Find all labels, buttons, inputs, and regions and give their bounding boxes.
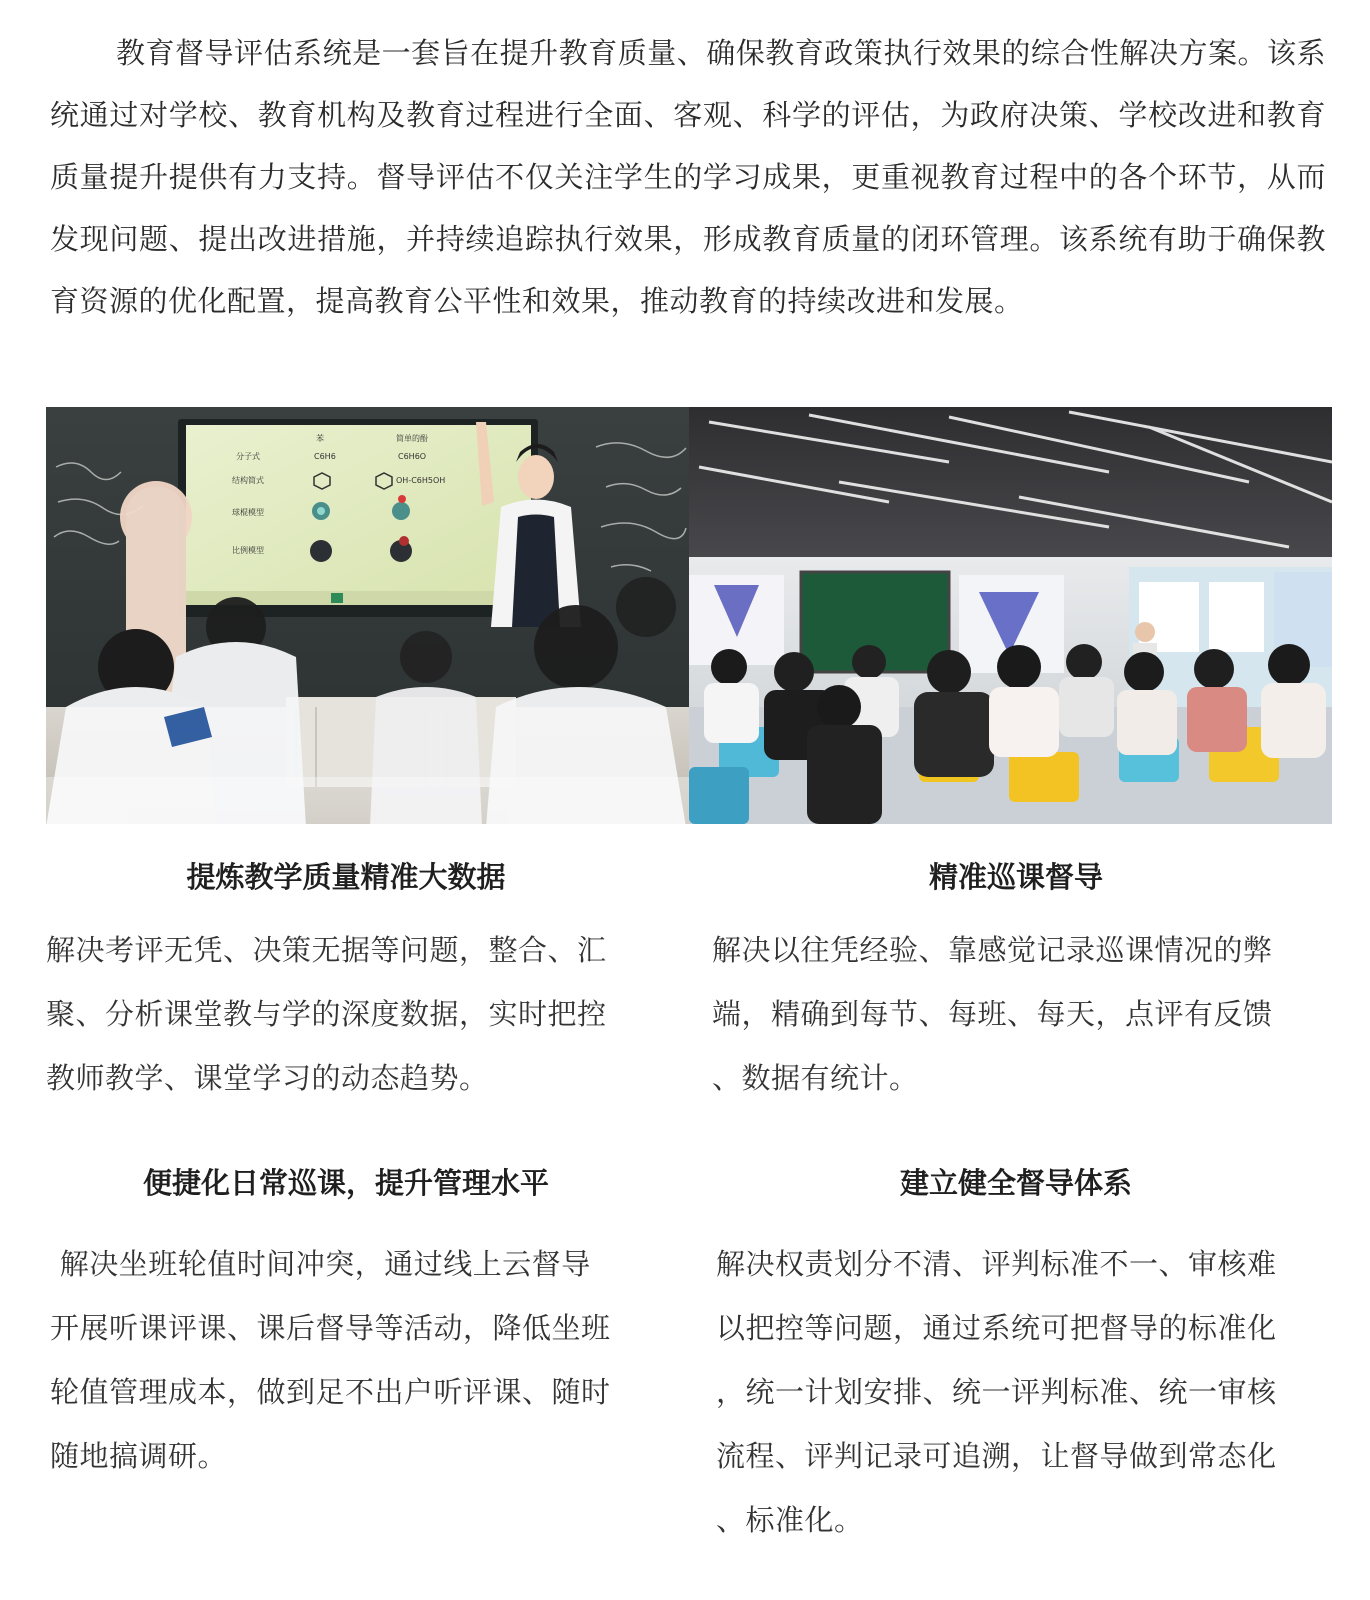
board-row-b-2: OH-C6H5OH xyxy=(396,476,446,485)
intro-text: 教育督导评估系统是一套旨在提升教育质量、确保教育政策执行效果的综合性解决方案。该系统通过对学校、教育机构及教育过程进行全面、客观、科学的评估，为政府决策、学校改进和教育质量提升提供有力支持。督导评估不仅关注学生的学习成果，更重视教育过程中的各个环节，从而发现问题、提出改进措施，并持续追踪执行效果，形成教育质量的闭环管理。该系统有助于确保教育资源的优化配置，提高教育公平性和效果，推动教育的持续改进和发展。 xyxy=(50,36,1326,318)
board-row-label-4: 比例模型 xyxy=(232,546,264,555)
feature-line: 教师教学、课堂学习的动态趋势。 xyxy=(46,1061,489,1095)
board-header-left: 苯 xyxy=(316,434,324,443)
feature-line: ，统一计划安排、统一评判标准、统一审核 xyxy=(716,1375,1277,1409)
classroom-photo-lecture xyxy=(689,407,1332,824)
feature-title-system: 建立健全督导体系 xyxy=(899,1166,1132,1200)
feature-line: 解决以往凭经验、靠感觉记录巡课情况的弊 xyxy=(712,933,1273,967)
feature-line: 解决坐班轮值时间冲突，通过线上云督导 xyxy=(50,1247,591,1281)
photo-strip xyxy=(46,407,1332,824)
board-row-label-3: 球棍模型 xyxy=(232,508,264,517)
feature-line: 随地搞调研。 xyxy=(50,1439,228,1473)
feature-body-daily-patrol xyxy=(50,1232,670,1488)
feature-title-patrol: 精准巡课督导 xyxy=(928,860,1103,894)
board-header-right: 简单的酚 xyxy=(396,434,428,443)
feature-line: 流程、评判记录可追溯，让督导做到常态化 xyxy=(716,1439,1277,1473)
feature-body-patrol xyxy=(712,918,1332,1110)
intro-paragraph xyxy=(50,22,1326,332)
feature-line: 、标准化。 xyxy=(716,1503,864,1537)
feature-line: 轮值管理成本，做到足不出户听评课、随时 xyxy=(50,1375,611,1409)
feature-body-system xyxy=(716,1232,1336,1552)
board-row-b-1: C6H6O xyxy=(398,452,427,461)
feature-line: 、数据有统计。 xyxy=(712,1061,919,1095)
board-row-a-1: C6H6 xyxy=(314,452,336,461)
feature-title-big-data: 提炼教学质量精准大数据 xyxy=(186,860,506,894)
classroom-photo-teacher xyxy=(46,407,689,824)
board-row-label-2: 结构简式 xyxy=(232,476,264,485)
feature-line: 解决权责划分不清、评判标准不一、审核难 xyxy=(716,1247,1277,1281)
feature-title-daily-patrol: 便捷化日常巡课，提升管理水平 xyxy=(142,1166,549,1200)
feature-line: 解决考评无凭、决策无据等问题，整合、汇 xyxy=(46,933,607,967)
feature-line: 开展听课评课、课后督导等活动，降低坐班 xyxy=(50,1311,611,1345)
feature-line: 聚、分析课堂教与学的深度数据，实时把控 xyxy=(46,997,607,1031)
feature-line: 端，精确到每节、每班、每天，点评有反馈 xyxy=(712,997,1273,1031)
feature-line: 以把控等问题，通过系统可把督导的标准化 xyxy=(716,1311,1277,1345)
board-row-label-1: 分子式 xyxy=(236,452,260,461)
feature-body-big-data xyxy=(46,918,666,1110)
